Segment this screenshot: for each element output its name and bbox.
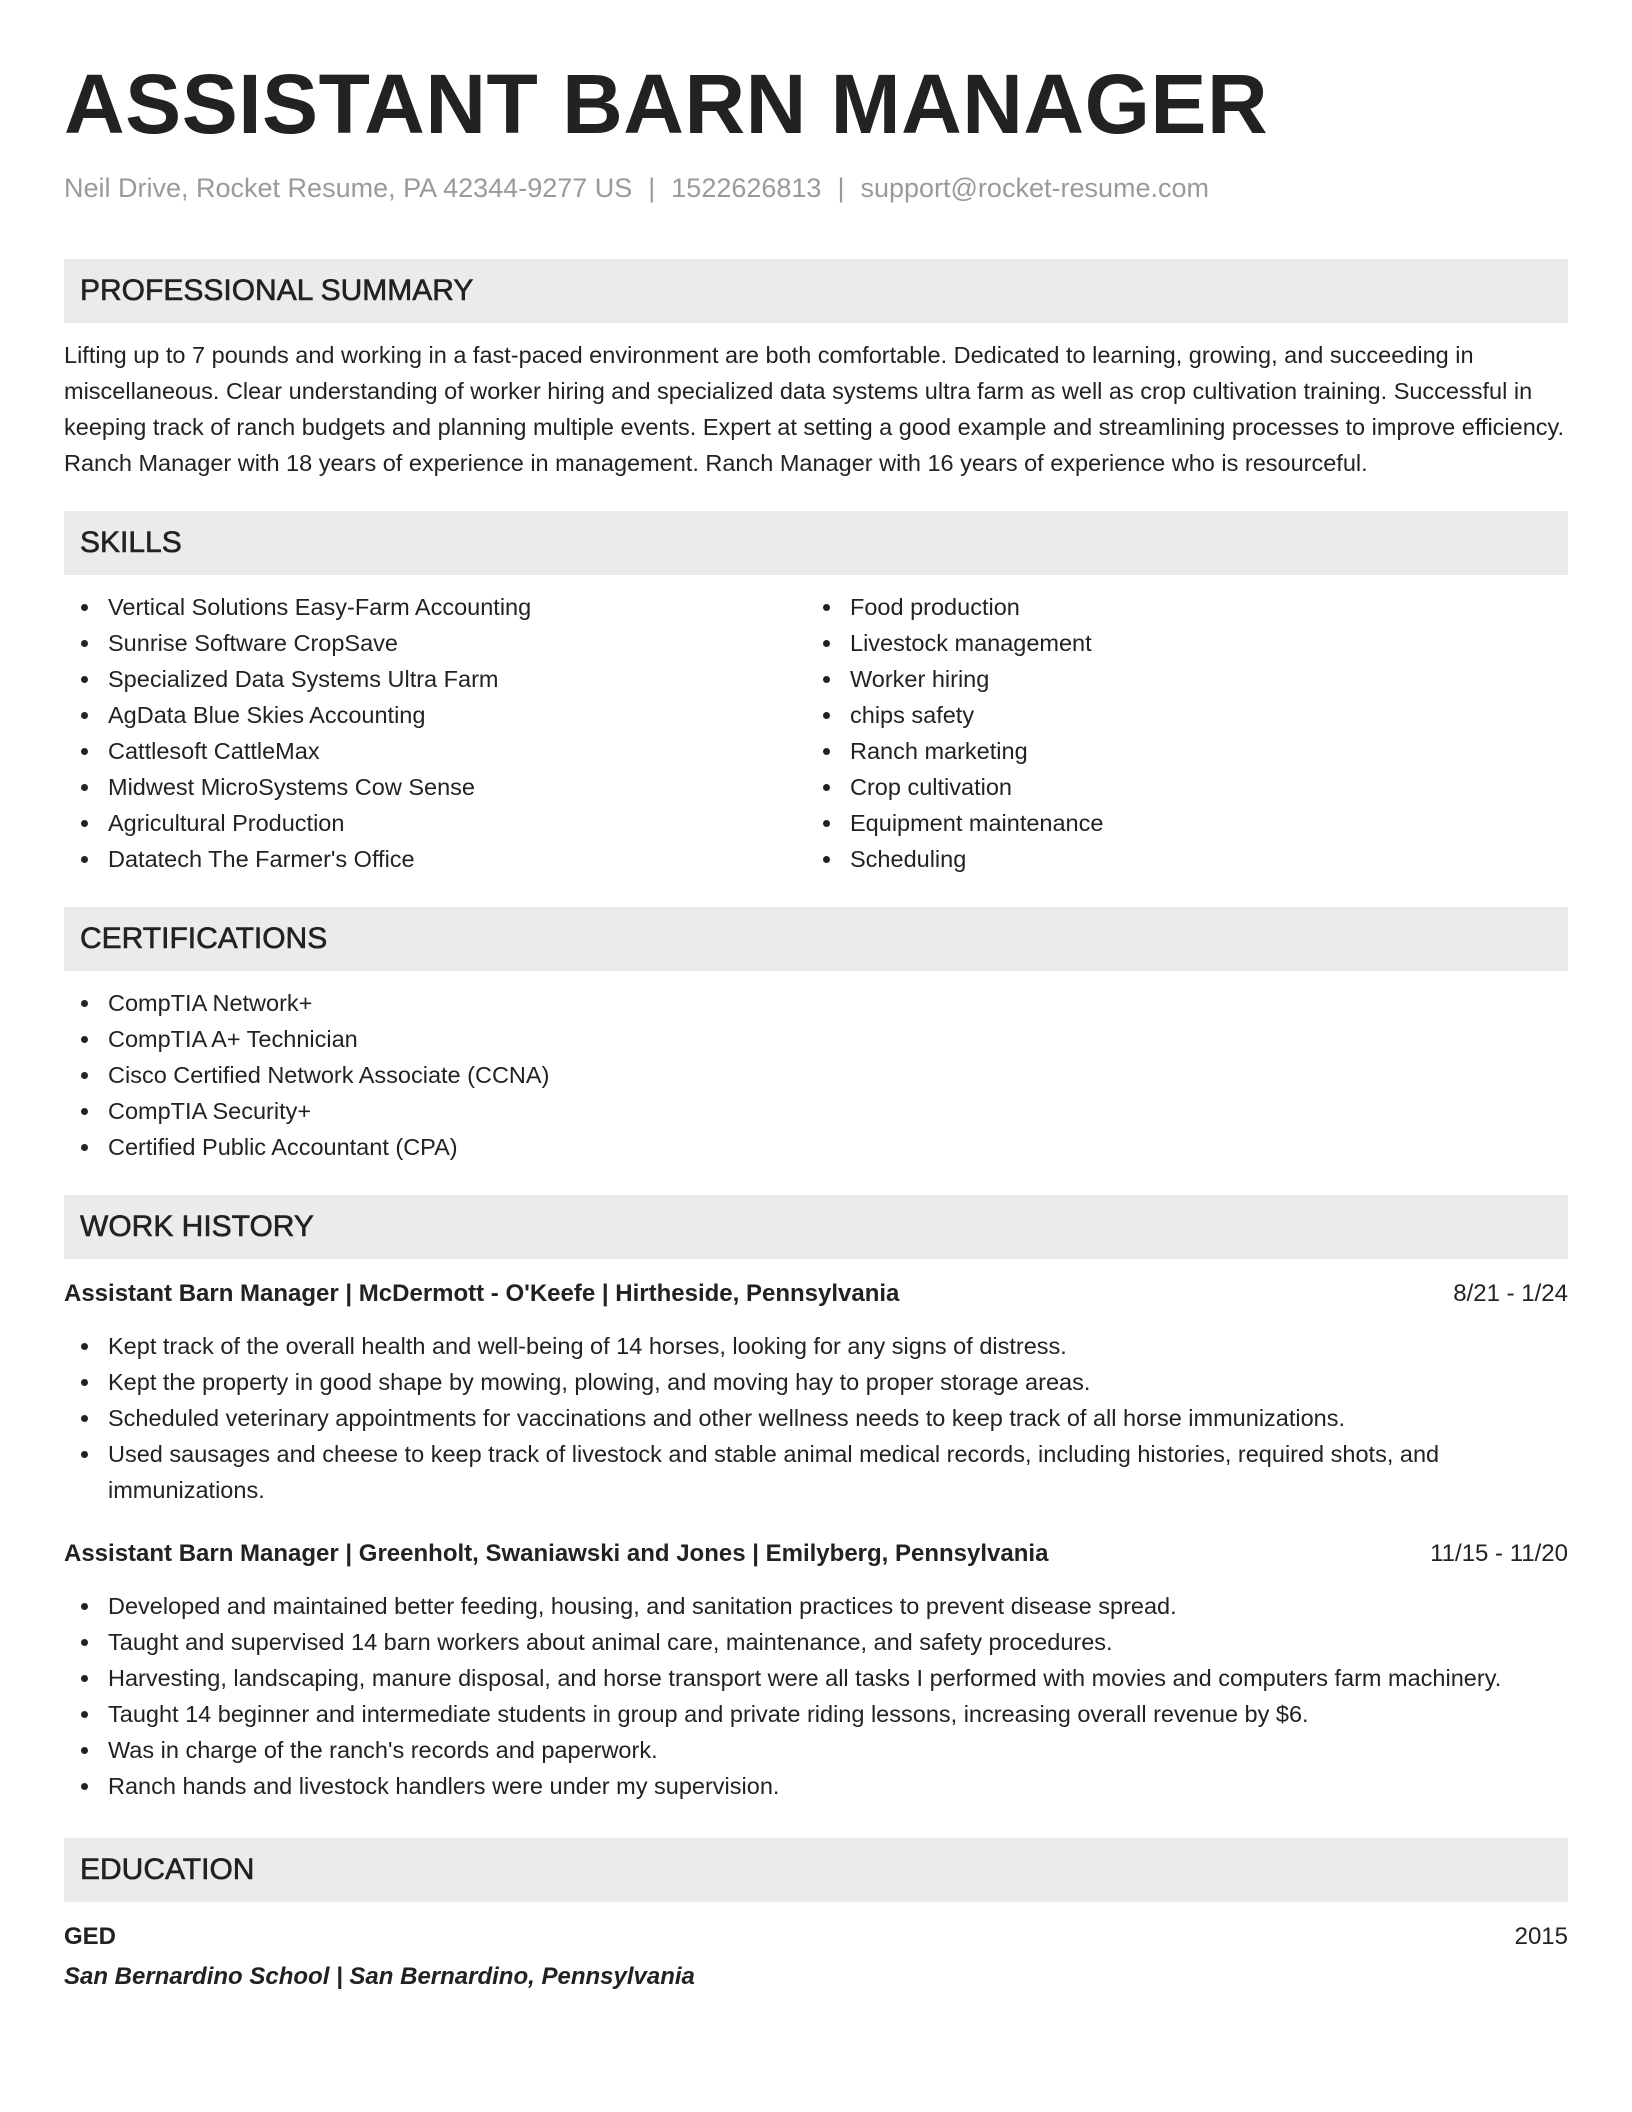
certification-item: Cisco Certified Network Associate (CCNA) [64, 1057, 1568, 1093]
education-degree: GED [64, 1923, 117, 1950]
certifications-list [64, 985, 1568, 1165]
job-bullet: Taught 14 beginner and intermediate students in group and private riding lessons, increasing overall revenue by $6. [64, 1696, 1568, 1732]
education-school: San Bernardino School | San Bernardino, Pennsylvania [64, 1963, 695, 1990]
section-header-certifications: CERTIFICATIONS [64, 907, 1568, 971]
section-header-education: EDUCATION [64, 1838, 1568, 1902]
skill-item: Datatech The Farmer's Office [64, 841, 806, 877]
resume-page [64, 0, 1568, 1995]
job-title: Assistant Barn Manager | McDermott - O'Keefe | Hirtheside, Pennsylvania [64, 1280, 900, 1307]
job-header [64, 1276, 1568, 1312]
skill-item: AgData Blue Skies Accounting [64, 697, 806, 733]
job-bullet: Was in charge of the ranch's records and paperwork. [64, 1732, 1568, 1768]
job-bullet: Kept track of the overall health and well-being of 14 horses, looking for any signs of distress. [64, 1328, 1568, 1364]
contact-phone: 1522626813 [671, 173, 822, 203]
skill-item: Specialized Data Systems Ultra Farm [64, 661, 806, 697]
skill-item: chips safety [806, 697, 1548, 733]
section-header-skills: SKILLS [64, 511, 1568, 575]
skill-item: Cattlesoft CattleMax [64, 733, 806, 769]
summary-text: Lifting up to 7 pounds and working in a fast-paced environment are both comfortable. Dedicated to learning, growing, and succeeding in miscellaneous. Clear understanding of worker hiring and specialized data systems ultra farm as well as crop cultivation training. Successful in keeping track of ranch budgets and planning multiple events. Expert at setting a good example and streamlining processes to improve efficiency. Ranch Manager with 18 years of experience in management. Ranch Manager with 16 years of experience who is resourceful. [64, 342, 1565, 476]
certification-item: CompTIA A+ Technician [64, 1021, 1568, 1057]
job-bullet: Ranch hands and livestock handlers were under my supervision. [64, 1768, 1568, 1804]
contact-email[interactable]: support@rocket-resume.com [860, 173, 1209, 203]
contact-address: Neil Drive, Rocket Resume, PA 42344-9277 US [64, 173, 633, 203]
job-bullet: Kept the property in good shape by mowing, plowing, and moving hay to proper storage areas. [64, 1364, 1568, 1400]
contact-separator: | [648, 173, 656, 203]
contact-line [64, 168, 1568, 208]
skills-list-right [806, 589, 1548, 877]
job-bullet: Scheduled veterinary appointments for vaccinations and other wellness needs to keep track of all horse immunizations. [64, 1400, 1568, 1436]
contact-separator: | [837, 173, 845, 203]
skills-list-left [64, 589, 806, 877]
skill-item: Livestock management [806, 625, 1548, 661]
education-year: 2015 [1514, 1923, 1568, 1950]
job-bullets [64, 1328, 1568, 1508]
resume-name: ASSISTANT BARN MANAGER [64, 57, 1269, 151]
skill-item: Sunrise Software CropSave [64, 625, 806, 661]
job-header [64, 1536, 1568, 1572]
skill-item: Worker hiring [806, 661, 1548, 697]
job-entry [64, 1536, 1568, 1804]
job-bullet: Harvesting, landscaping, manure disposal, and horse transport were all tasks I performed with movies and computers farm machinery. [64, 1660, 1568, 1696]
job-bullets [64, 1588, 1568, 1804]
section-header-summary: PROFESSIONAL SUMMARY [64, 259, 1568, 323]
section-header-work-history: WORK HISTORY [64, 1195, 1568, 1259]
certification-item: Certified Public Accountant (CPA) [64, 1129, 1568, 1165]
skill-item: Agricultural Production [64, 805, 806, 841]
job-bullet: Taught and supervised 14 barn workers about animal care, maintenance, and safety procedures. [64, 1624, 1568, 1660]
certification-item: CompTIA Security+ [64, 1093, 1568, 1129]
skill-item: Ranch marketing [806, 733, 1548, 769]
job-entry [64, 1276, 1568, 1508]
skill-item: Equipment maintenance [806, 805, 1548, 841]
job-bullet: Used sausages and cheese to keep track of livestock and stable animal medical records, including histories, required shots, and immunizations. [64, 1436, 1568, 1508]
skills-grid [64, 589, 1568, 877]
skill-item: Scheduling [806, 841, 1548, 877]
skill-item: Food production [806, 589, 1548, 625]
job-dates: 8/21 - 1/24 [1453, 1280, 1568, 1307]
certification-item: CompTIA Network+ [64, 985, 1568, 1021]
job-dates: 11/15 - 11/20 [1430, 1540, 1568, 1567]
job-title: Assistant Barn Manager | Greenholt, Swaniawski and Jones | Emilyberg, Pennsylvania [64, 1540, 1049, 1567]
skill-item: Vertical Solutions Easy-Farm Accounting [64, 589, 806, 625]
education-header [64, 1919, 1568, 1955]
skill-item: Crop cultivation [806, 769, 1548, 805]
skill-item: Midwest MicroSystems Cow Sense [64, 769, 806, 805]
job-bullet: Developed and maintained better feeding, housing, and sanitation practices to prevent disease spread. [64, 1588, 1568, 1624]
